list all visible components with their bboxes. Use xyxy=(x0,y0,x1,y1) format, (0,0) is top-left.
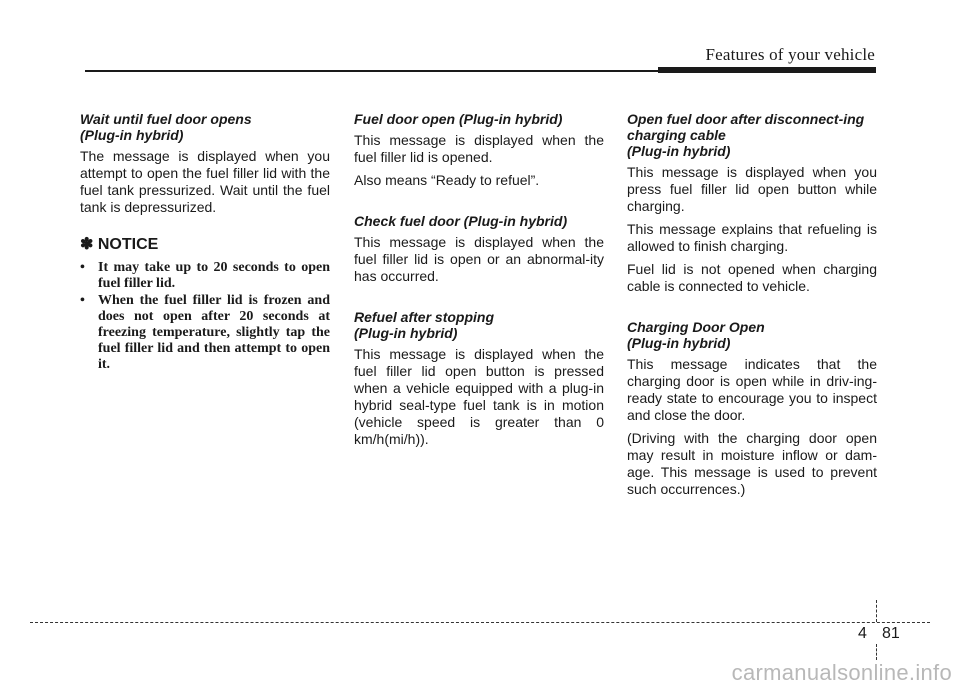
section-heading: Open fuel door after disconnect-ing charging cable (Plug-in hybrid) xyxy=(627,111,865,159)
chapter-number: 4 xyxy=(858,625,867,642)
column-1 xyxy=(80,111,330,374)
footer-divider xyxy=(876,644,877,660)
section-heading: Fuel door open (Plug-in hybrid) xyxy=(354,111,563,127)
column-2 xyxy=(354,111,604,454)
section-heading: Wait until fuel door opens (Plug-in hybrid) xyxy=(80,111,252,143)
notice-item xyxy=(80,293,330,373)
notice-item-text: It may take up to 20 seconds to open fuel filler lid. xyxy=(98,260,330,291)
notice-title: ✽ NOTICE xyxy=(80,236,159,253)
body-paragraph: The message is displayed when you attempt to open the fuel filler lid with the fuel tank pressurized. Wait until the fuel tank is depressurized. xyxy=(80,148,330,215)
body-paragraph: (Driving with the charging door open may result in moisture inflow or dam-age. This message is used to prevent such occurrences.) xyxy=(627,430,877,497)
notice-item xyxy=(80,260,330,292)
body-paragraph: This message explains that refueling is allowed to finish charging. xyxy=(627,221,877,254)
notice-list xyxy=(80,260,330,373)
body-paragraph: This message is displayed when the fuel filler lid is open or an abnormal-ity has occurred. xyxy=(354,234,604,284)
footer-rule xyxy=(30,622,930,623)
header-rule xyxy=(85,70,658,72)
section-heading: Check fuel door (Plug-in hybrid) xyxy=(354,213,568,229)
body-paragraph: This message indicates that the charging door is open while in driv-ing-ready state to encourage you to inspect and close the door. xyxy=(627,356,877,423)
section-heading: Refuel after stopping (Plug-in hybrid) xyxy=(354,309,495,341)
bullet-icon: • xyxy=(80,260,85,275)
page-number: 81 xyxy=(882,625,900,642)
body-paragraph: Also means “Ready to refuel”. xyxy=(354,172,540,188)
body-paragraph: This message is displayed when you press fuel filler lid open button while charging. xyxy=(627,164,877,214)
body-paragraph: Fuel lid is not opened when charging cable is connected to vehicle. xyxy=(627,261,877,294)
column-3 xyxy=(627,111,877,504)
notice-item-text: When the fuel filler lid is frozen and does not open after 20 seconds at freezing temperature, slightly tap the fuel filler lid and then attempt to open it. xyxy=(98,293,330,372)
section-heading: Charging Door Open (Plug-in hybrid) xyxy=(627,319,765,351)
watermark-text: carmanualsonline.info xyxy=(731,660,952,685)
header-rule-thick xyxy=(658,67,876,73)
running-header: Features of your vehicle xyxy=(705,45,875,64)
footer-divider xyxy=(876,600,877,622)
body-paragraph: This message is displayed when the fuel filler lid is opened. xyxy=(354,132,604,165)
body-paragraph: This message is displayed when the fuel filler lid open button is pressed when a vehicle equipped with a plug-in hybrid seal-type fuel tank is in motion (vehicle speed is greater than 0 km/h(mi/h)). xyxy=(354,346,604,447)
bullet-icon: • xyxy=(80,293,85,308)
